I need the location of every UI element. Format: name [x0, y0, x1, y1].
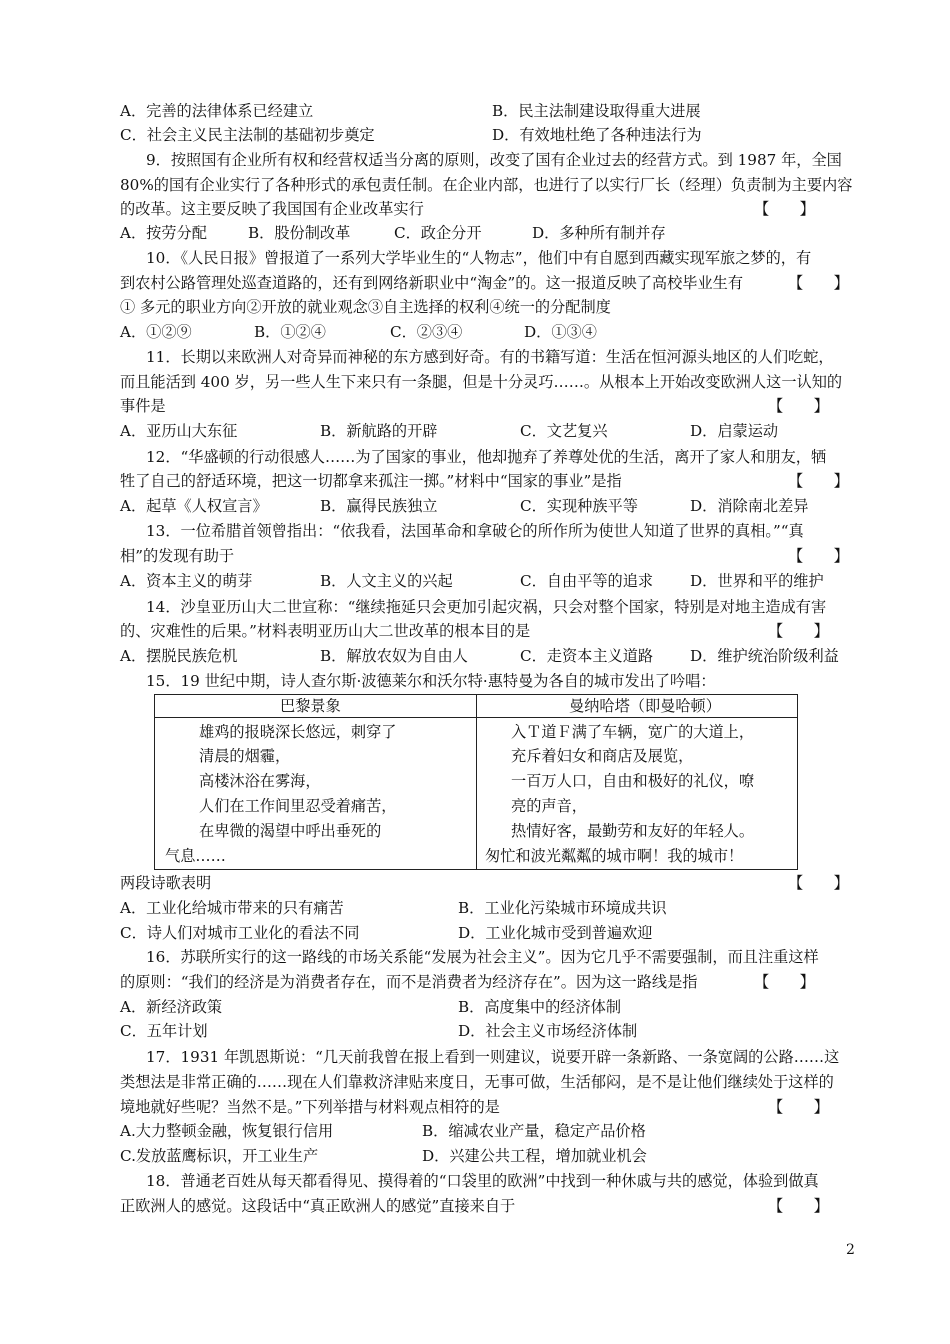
q14-stem-line-2: 的、灾难性的后果。”材料表明亚历山大二世改革的根本目的是 — [120, 622, 531, 640]
q11-stem-line-3: 事件是 — [120, 397, 166, 415]
q14-stem-line-1: 14．沙皇亚历山大二世宣称：“继续拖延只会更加引起灾祸，只会对整个国家，特别是对地主造成有害 — [146, 598, 827, 616]
q13-option-d: D．世界和平的维护 — [690, 572, 824, 590]
poem-right-title: 曼纳哈塔（即曼哈顿） — [569, 697, 721, 715]
q9-answer-bracket: 【 】 — [754, 200, 815, 218]
q15-option-b: B．工业化污染城市环境成共识 — [458, 899, 667, 917]
q9-option-c: C．政企分开 — [394, 224, 482, 242]
q12-option-d: D．消除南北差异 — [690, 497, 809, 515]
poem-right-line-3: 一百万人口，自由和极好的礼仪，嘹 — [511, 772, 754, 790]
q14-option-a: A．摆脱民族危机 — [120, 647, 238, 665]
q14-option-c: C．走资本主义道路 — [520, 647, 654, 665]
q11-stem-line-2: 而且能活到 400 岁，另一些人生下来只有一条腿，但是十分灵巧……。从根本上开始改变欧洲人这一认知的 — [120, 373, 843, 391]
q13-option-b: B．人文主义的兴起 — [320, 572, 453, 590]
q15-option-d: D．工业化城市受到普遍欢迎 — [458, 924, 653, 942]
q11-option-b: B．新航路的开辟 — [320, 422, 438, 440]
q8-option-b: B．民主法制建设取得重大进展 — [492, 102, 701, 120]
q12-option-a: A．起草《人权宣言》 — [120, 497, 268, 515]
q11-stem-line-1: 11．长期以来欧洲人对奇异而神秘的东方感到好奇。有的书籍写道：生活在恒河源头地区的人们吃蛇， — [146, 348, 834, 366]
q9-stem-line-1: 9．按照国有企业所有权和经营权适当分离的原则，改变了国有企业过去的经营方式。到 1987 年，全国 — [146, 151, 842, 169]
poem-column-divider — [476, 695, 477, 869]
q13-option-c: C．自由平等的追求 — [520, 572, 654, 590]
q9-stem-line-3: 的改革。这主要反映了我国国有企业改革实行 — [120, 200, 424, 218]
poem-right-line-1: 入Ｔ道Ｆ满了车辆，宽广的大道上， — [511, 723, 754, 741]
poem-right-line-2: 充斥着妇女和商店及展览， — [511, 747, 694, 765]
poem-right-line-4: 亮的声音， — [511, 797, 587, 815]
q17-answer-bracket: 【 】 — [768, 1098, 829, 1116]
q16-option-b: B．高度集中的经济体制 — [458, 998, 622, 1016]
q8-option-c: C．社会主义民主法制的基础初步奠定 — [120, 126, 375, 144]
poem-left-line-6: 气息…… — [165, 847, 226, 865]
poem-left-line-5: 在卑微的渴望中呼出垂死的 — [199, 822, 382, 840]
poem-right-line-5: 热情好客，最勤劳和友好的年轻人。 — [511, 822, 754, 840]
poem-left-line-2: 清晨的烟霾， — [199, 747, 291, 765]
q10-stem-line-2: 到农村公路管理处巡查道路的，还有到网络新职业中“淘金”的。这一报道反映了高校毕业生有 — [120, 274, 744, 292]
q17-option-d: D．兴建公共工程，增加就业机会 — [422, 1147, 647, 1165]
q9-option-a: A．按劳分配 — [120, 224, 207, 242]
page-number: 2 — [846, 1242, 855, 1258]
q12-option-b: B．赢得民族独立 — [320, 497, 438, 515]
q11-option-d: D．启蒙运动 — [690, 422, 779, 440]
poem-left-title: 巴黎景象 — [280, 697, 341, 715]
q17-option-a: A.大力整顿金融，恢复银行信用 — [120, 1122, 334, 1140]
q14-option-d: D．维护统治阶级利益 — [690, 647, 839, 665]
q15-stem-line-2: 两段诗歌表明 — [120, 874, 212, 892]
q17-option-b: B．缩减农业产量，稳定产品价格 — [422, 1122, 646, 1140]
poem-comparison-table — [154, 694, 798, 870]
q15-option-c: C．诗人们对城市工业化的看法不同 — [120, 924, 360, 942]
q15-stem-line-1: 15．19 世纪中期，诗人查尔斯·波德莱尔和沃尔特·惠特曼为各自的城市发出了吟唱： — [146, 672, 716, 690]
q10-option-a: A．①②⑨ — [120, 323, 192, 341]
q17-stem-line-3: 境地就好些呢？当然不是。”下列举措与材料观点相符的是 — [120, 1098, 500, 1116]
poem-left-line-1: 雄鸡的报晓深长悠远，刺穿了 — [199, 723, 397, 741]
q11-option-c: C．文艺复兴 — [520, 422, 608, 440]
q10-option-d: D．①③④ — [524, 323, 597, 341]
q17-stem-line-1: 17．1931 年凯恩斯说：“几天前我曾在报上看到一则建议，说要开辟一条新路、一条宽阔的公路……这 — [146, 1048, 840, 1066]
q10-option-c: C．②③④ — [390, 323, 463, 341]
poem-right-line-6: 匆忙和波光粼粼的城市啊！我的城市！ — [485, 847, 744, 865]
q10-stem-line-1: 10．《人民日报》曾报道了一系列大学毕业生的“人物志”，他们中有自愿到西藏实现军旅之梦的，有 — [146, 249, 812, 267]
q16-answer-bracket: 【 】 — [754, 973, 815, 991]
q13-stem-line-1: 13．一位希腊首领曾指出：“依我看，法国革命和拿破仑的所作所为使世人知道了世界的真相。”“真 — [146, 522, 804, 540]
poem-left-line-4: 人们在工作间里忍受着痛苦， — [199, 797, 397, 815]
q8-option-d: D．有效地杜绝了各种违法行为 — [492, 126, 702, 144]
q14-answer-bracket: 【 】 — [768, 622, 829, 640]
q14-option-b: B．解放农奴为自由人 — [320, 647, 468, 665]
q12-answer-bracket: 【 】 — [788, 472, 849, 490]
q10-choices-list: ① 多元的职业方向②开放的就业观念③自主选择的权利④统一的分配制度 — [120, 298, 611, 316]
q18-stem-line-1: 18．普通老百姓从每天都看得见、摸得着的“口袋里的欧洲”中找到一种休戚与共的感觉，体验到做真 — [146, 1172, 819, 1190]
q11-answer-bracket: 【 】 — [768, 397, 829, 415]
q8-option-a: A．完善的法律体系已经建立 — [120, 102, 314, 120]
q15-option-a: A．工业化给城市带来的只有痛苦 — [120, 899, 344, 917]
q12-stem-line-1: 12．“华盛顿的行动很感人……为了国家的事业，他却抛弃了养尊处优的生活，离开了家人和朋友，牺 — [146, 448, 827, 466]
q13-answer-bracket: 【 】 — [788, 547, 849, 565]
q16-stem-line-2: 的原则：“我们的经济是为消费者存在，而不是消费者为经济存在”。因为这一路线是指 — [120, 973, 698, 991]
q16-option-a: A．新经济政策 — [120, 998, 223, 1016]
q17-option-c: C.发放蓝鹰标识，开工业生产 — [120, 1147, 319, 1165]
q13-stem-line-2: 相”的发现有助于 — [120, 547, 235, 565]
q15-answer-bracket: 【 】 — [788, 874, 849, 892]
q16-stem-line-1: 16．苏联所实行的这一路线的市场关系能“发展为社会主义”。因为它几乎不需要强制，而且注重这样 — [146, 948, 819, 966]
q16-option-c: C．五年计划 — [120, 1022, 208, 1040]
q11-option-a: A．亚历山大东征 — [120, 422, 238, 440]
q9-option-b: B．股份制改革 — [248, 224, 351, 242]
q9-option-d: D．多种所有制并存 — [532, 224, 666, 242]
q18-stem-line-2: 正欧洲人的感觉。这段话中“真正欧洲人的感觉”直接来自于 — [120, 1197, 516, 1215]
q9-stem-line-2: 80%的国有企业实行了各种形式的承包责任制。在企业内部，也进行了以实行厂长（经理）负责制为主要内容 — [120, 176, 853, 194]
q10-option-b: B．①②④ — [254, 323, 326, 341]
q17-stem-line-2: 类想法是非常正确的……现在人们靠救济津贴来度日，无事可做，生活郁闷，是不是让他们继续处于这样的 — [120, 1073, 834, 1091]
q12-option-c: C．实现种族平等 — [520, 497, 638, 515]
poem-left-line-3: 高楼沐浴在雾海， — [199, 772, 321, 790]
q10-answer-bracket: 【 】 — [788, 274, 849, 292]
q18-answer-bracket: 【 】 — [768, 1197, 829, 1215]
q13-option-a: A．资本主义的萌芽 — [120, 572, 253, 590]
q12-stem-line-2: 牲了自己的舒适环境，把这一切都拿来孤注一掷。”材料中“国家的事业”是指 — [120, 472, 622, 490]
q16-option-d: D．社会主义市场经济体制 — [458, 1022, 638, 1040]
